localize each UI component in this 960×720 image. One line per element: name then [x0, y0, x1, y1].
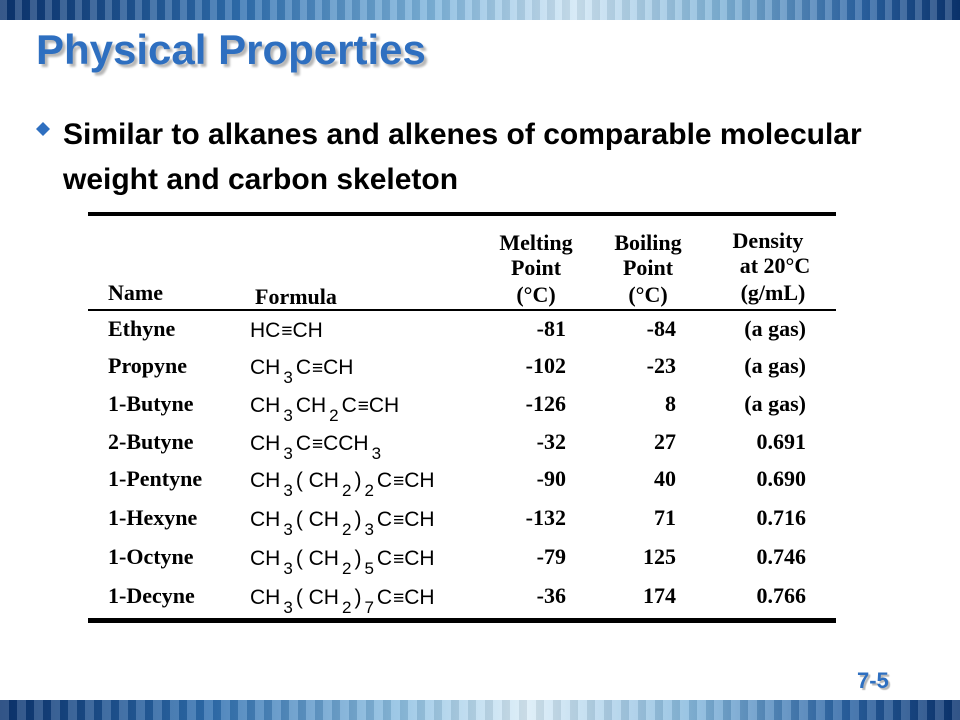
- formula-subscript: 2: [364, 481, 374, 500]
- triple-bond-symbol: ≡: [393, 549, 404, 570]
- row-boiling-point: -84: [646, 316, 676, 341]
- bottom-decorative-band: [0, 700, 960, 720]
- row-name: 2-Butyne: [108, 429, 194, 454]
- formula-text: ): [354, 469, 362, 492]
- formula-text: CH: [404, 586, 435, 609]
- header-formula: Formula: [255, 284, 337, 309]
- formula-text: ): [354, 547, 362, 570]
- formula-text: CH: [250, 356, 281, 379]
- formula-subscript: 3: [283, 406, 293, 425]
- row-name: 1-Decyne: [108, 583, 195, 608]
- formula-text: CCH: [323, 432, 369, 455]
- page-number: 7-5: [857, 668, 889, 693]
- formula-subscript: 7: [364, 598, 374, 617]
- formula-subscript: 2: [341, 520, 352, 539]
- row-melting-point: -79: [536, 544, 566, 569]
- formula-text: C: [295, 356, 311, 379]
- row-name: 1-Butyne: [108, 391, 194, 416]
- row-formula: [250, 432, 384, 463]
- row-boiling-point: 27: [654, 429, 676, 454]
- row-density: 0.716: [756, 505, 806, 530]
- row-melting-point: -126: [525, 391, 566, 416]
- row-formula: [250, 394, 400, 425]
- formula-text: CH: [404, 469, 435, 492]
- formula-text: CH: [250, 394, 281, 417]
- formula-text: CH: [250, 547, 281, 570]
- formula-text: ): [354, 508, 362, 531]
- row-formula: [250, 547, 435, 578]
- formula-text: C: [376, 469, 393, 492]
- formula-text: CH: [404, 547, 435, 570]
- header-density-line2: at 20°C: [739, 253, 811, 278]
- formula-text: C: [376, 586, 393, 609]
- row-name: 1-Octyne: [108, 544, 194, 569]
- diamond-bullet-icon: [36, 122, 50, 136]
- triple-bond-symbol: ≡: [281, 321, 292, 342]
- row-density: (a gas): [744, 316, 806, 341]
- row-melting-point: -32: [536, 429, 566, 454]
- formula-text: C: [341, 394, 357, 417]
- triple-bond-symbol: ≡: [393, 510, 404, 531]
- row-melting-point: -81: [536, 316, 566, 341]
- triple-bond-symbol: ≡: [393, 471, 404, 492]
- formula-subscript: 3: [283, 559, 293, 578]
- formula-text: CH: [295, 394, 327, 417]
- row-formula: [250, 508, 435, 539]
- bullet-text: Similar to alkanes and alkenes of comparable molecular weight and carbon skeleton: [63, 118, 862, 196]
- row-name: Ethyne: [108, 316, 176, 341]
- formula-text: HC: [250, 319, 281, 342]
- header-density-line1: Density: [732, 228, 804, 253]
- formula-text: CH: [250, 586, 281, 609]
- header-boiling-line2: Point: [622, 255, 674, 280]
- row-boiling-point: -23: [646, 353, 676, 378]
- row-melting-point: -90: [536, 466, 566, 491]
- formula-subscript: 5: [364, 559, 374, 578]
- formula-subscript: 3: [283, 368, 293, 387]
- row-boiling-point: 174: [643, 583, 676, 608]
- formula-subscript: 3: [371, 444, 382, 463]
- triple-bond-symbol: ≡: [311, 434, 323, 455]
- row-boiling-point: 125: [643, 544, 676, 569]
- header-boiling-line3: (°C): [628, 282, 668, 307]
- row-formula: [250, 356, 354, 387]
- table-top-rule: [88, 212, 836, 216]
- row-melting-point: -36: [536, 583, 566, 608]
- row-melting-point: -102: [525, 353, 566, 378]
- header-boiling-line1: Boiling: [614, 230, 682, 255]
- header-density-line3: (g/mL): [740, 280, 806, 305]
- formula-text: CH: [250, 508, 281, 531]
- row-density: 0.691: [756, 429, 806, 454]
- triple-bond-symbol: ≡: [393, 588, 404, 609]
- row-boiling-point: 71: [654, 505, 676, 530]
- row-melting-point: -132: [525, 505, 566, 530]
- triple-bond-symbol: ≡: [311, 358, 323, 379]
- formula-subscript: 2: [341, 598, 352, 617]
- formula-text: ( CH: [295, 586, 339, 609]
- header-melting-line1: Melting: [499, 230, 573, 255]
- row-density: 0.766: [756, 583, 806, 608]
- row-formula: [250, 319, 323, 344]
- row-density: 0.690: [756, 466, 806, 491]
- formula-subscript: 2: [341, 559, 352, 578]
- formula-text: ( CH: [295, 547, 339, 570]
- table-header-rule: [88, 309, 836, 311]
- row-density: (a gas): [744, 391, 806, 416]
- row-density: 0.746: [756, 544, 806, 569]
- formula-text: C: [295, 432, 311, 455]
- row-density: (a gas): [744, 353, 806, 378]
- formula-subscript: 2: [329, 406, 339, 425]
- formula-text: ( CH: [295, 469, 339, 492]
- row-formula: [250, 469, 435, 500]
- formula-text: C: [376, 508, 393, 531]
- formula-subscript: 3: [283, 598, 293, 617]
- row-name: Propyne: [108, 353, 188, 378]
- formula-text: C: [376, 547, 393, 570]
- top-decorative-band: [0, 0, 960, 20]
- formula-text: ( CH: [295, 508, 339, 531]
- formula-subscript: 3: [283, 444, 293, 463]
- header-name: Name: [108, 280, 163, 305]
- header-melting-line2: Point: [510, 255, 562, 280]
- row-name: 1-Pentyne: [108, 466, 203, 491]
- formula-subscript: 3: [283, 481, 293, 500]
- formula-text: CH: [323, 356, 354, 379]
- formula-subscript: 2: [341, 481, 352, 500]
- formula-text: CH: [368, 394, 400, 417]
- formula-text: ): [354, 586, 362, 609]
- alkyne-properties-table: [88, 212, 836, 623]
- row-boiling-point: 8: [665, 391, 676, 416]
- formula-subscript: 3: [364, 520, 374, 539]
- formula-text: CH: [250, 432, 281, 455]
- table-bottom-rule: [88, 618, 836, 623]
- header-melting-line3: (°C): [516, 282, 556, 307]
- row-boiling-point: 40: [654, 466, 676, 491]
- row-formula: [250, 586, 435, 617]
- slide-title: Physical Properties: [36, 26, 426, 73]
- formula-text: CH: [404, 508, 435, 531]
- formula-text: CH: [292, 319, 323, 342]
- formula-subscript: 3: [283, 520, 293, 539]
- triple-bond-symbol: ≡: [357, 396, 368, 417]
- formula-text: CH: [250, 469, 281, 492]
- row-name: 1-Hexyne: [108, 505, 198, 530]
